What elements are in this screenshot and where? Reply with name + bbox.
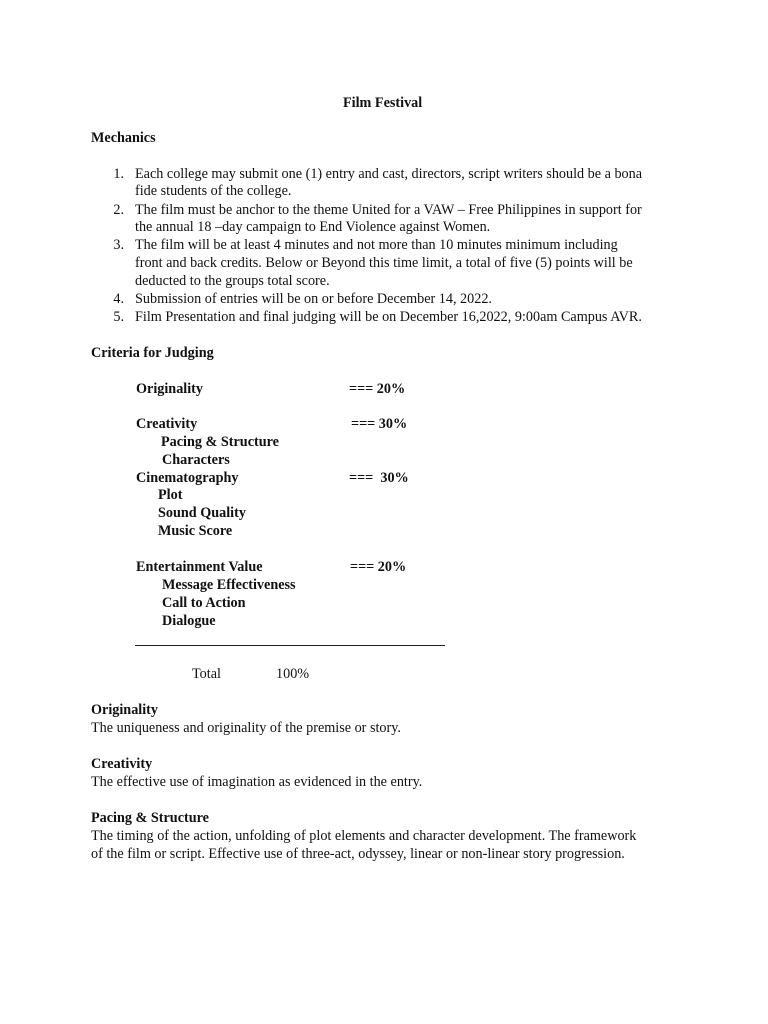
criterion-weight: === 30% — [349, 470, 409, 486]
list-item-text: Submission of entries will be on or before December 14, 2022. — [135, 291, 492, 307]
list-item-number: 5. — [113, 309, 124, 325]
sub-criterion: Sound Quality — [158, 505, 246, 521]
list-item-text: front and back credits. Below or Beyond this time limit, a total of five (5) points will be — [135, 255, 633, 271]
list-item-number: 2. — [113, 202, 124, 218]
criterion-weight: === 20% — [349, 381, 406, 397]
criteria-heading: Criteria for Judging — [91, 345, 214, 361]
list-item-text: Each college may submit one (1) entry and cast, directors, script writers should be a bona — [135, 166, 643, 182]
sub-criterion: Dialogue — [162, 613, 216, 629]
sub-criterion: Plot — [158, 487, 183, 503]
list-item-number: 3. — [113, 237, 124, 253]
criterion-weight: === 20% — [350, 559, 407, 575]
criterion-name: Originality — [136, 381, 203, 397]
sub-criterion: Call to Action — [162, 595, 246, 611]
criterion-name: Cinematography — [136, 470, 239, 486]
sub-criterion: Message Effectiveness — [162, 577, 296, 593]
criterion-name: Creativity — [136, 416, 198, 432]
mechanics-heading: Mechanics — [91, 130, 156, 146]
definition-text: The uniqueness and originality of the premise or story. — [91, 720, 401, 736]
list-item-text: fide students of the college. — [135, 183, 292, 199]
total-divider — [135, 645, 445, 646]
list-item-text: The film will be at least 4 minutes and not more than 10 minutes minimum including — [135, 237, 618, 253]
criterion-weight: === 30% — [351, 416, 408, 432]
definition-text: The effective use of imagination as evidenced in the entry. — [91, 774, 423, 790]
definition-term: Originality — [91, 702, 158, 718]
list-item-text: the annual 18 –day campaign to End Violence against Women. — [135, 219, 491, 235]
definition-text: of the film or script. Effective use of three-act, odyssey, linear or non-linear story progression. — [91, 846, 625, 862]
criterion-name: Entertainment Value — [136, 559, 263, 575]
definition-term: Creativity — [91, 756, 153, 772]
page-title: Film Festival — [343, 95, 423, 111]
total-label: Total — [192, 666, 221, 682]
list-item-number: 1. — [113, 166, 124, 182]
list-item-number: 4. — [113, 291, 124, 307]
sub-criterion: Pacing & Structure — [161, 434, 279, 450]
list-item-text: deducted to the groups total score. — [135, 273, 330, 289]
list-item-text: The film must be anchor to the theme United for a VAW – Free Philippines in support for — [135, 202, 642, 218]
sub-criterion: Characters — [162, 452, 230, 468]
definition-term: Pacing & Structure — [91, 810, 209, 826]
total-value: 100% — [276, 666, 310, 682]
sub-criterion: Music Score — [158, 523, 233, 539]
definition-text: The timing of the action, unfolding of plot elements and character development. The framework — [91, 828, 637, 844]
list-item-text: Film Presentation and final judging will be on December 16,2022, 9:00am Campus AVR. — [135, 309, 642, 325]
